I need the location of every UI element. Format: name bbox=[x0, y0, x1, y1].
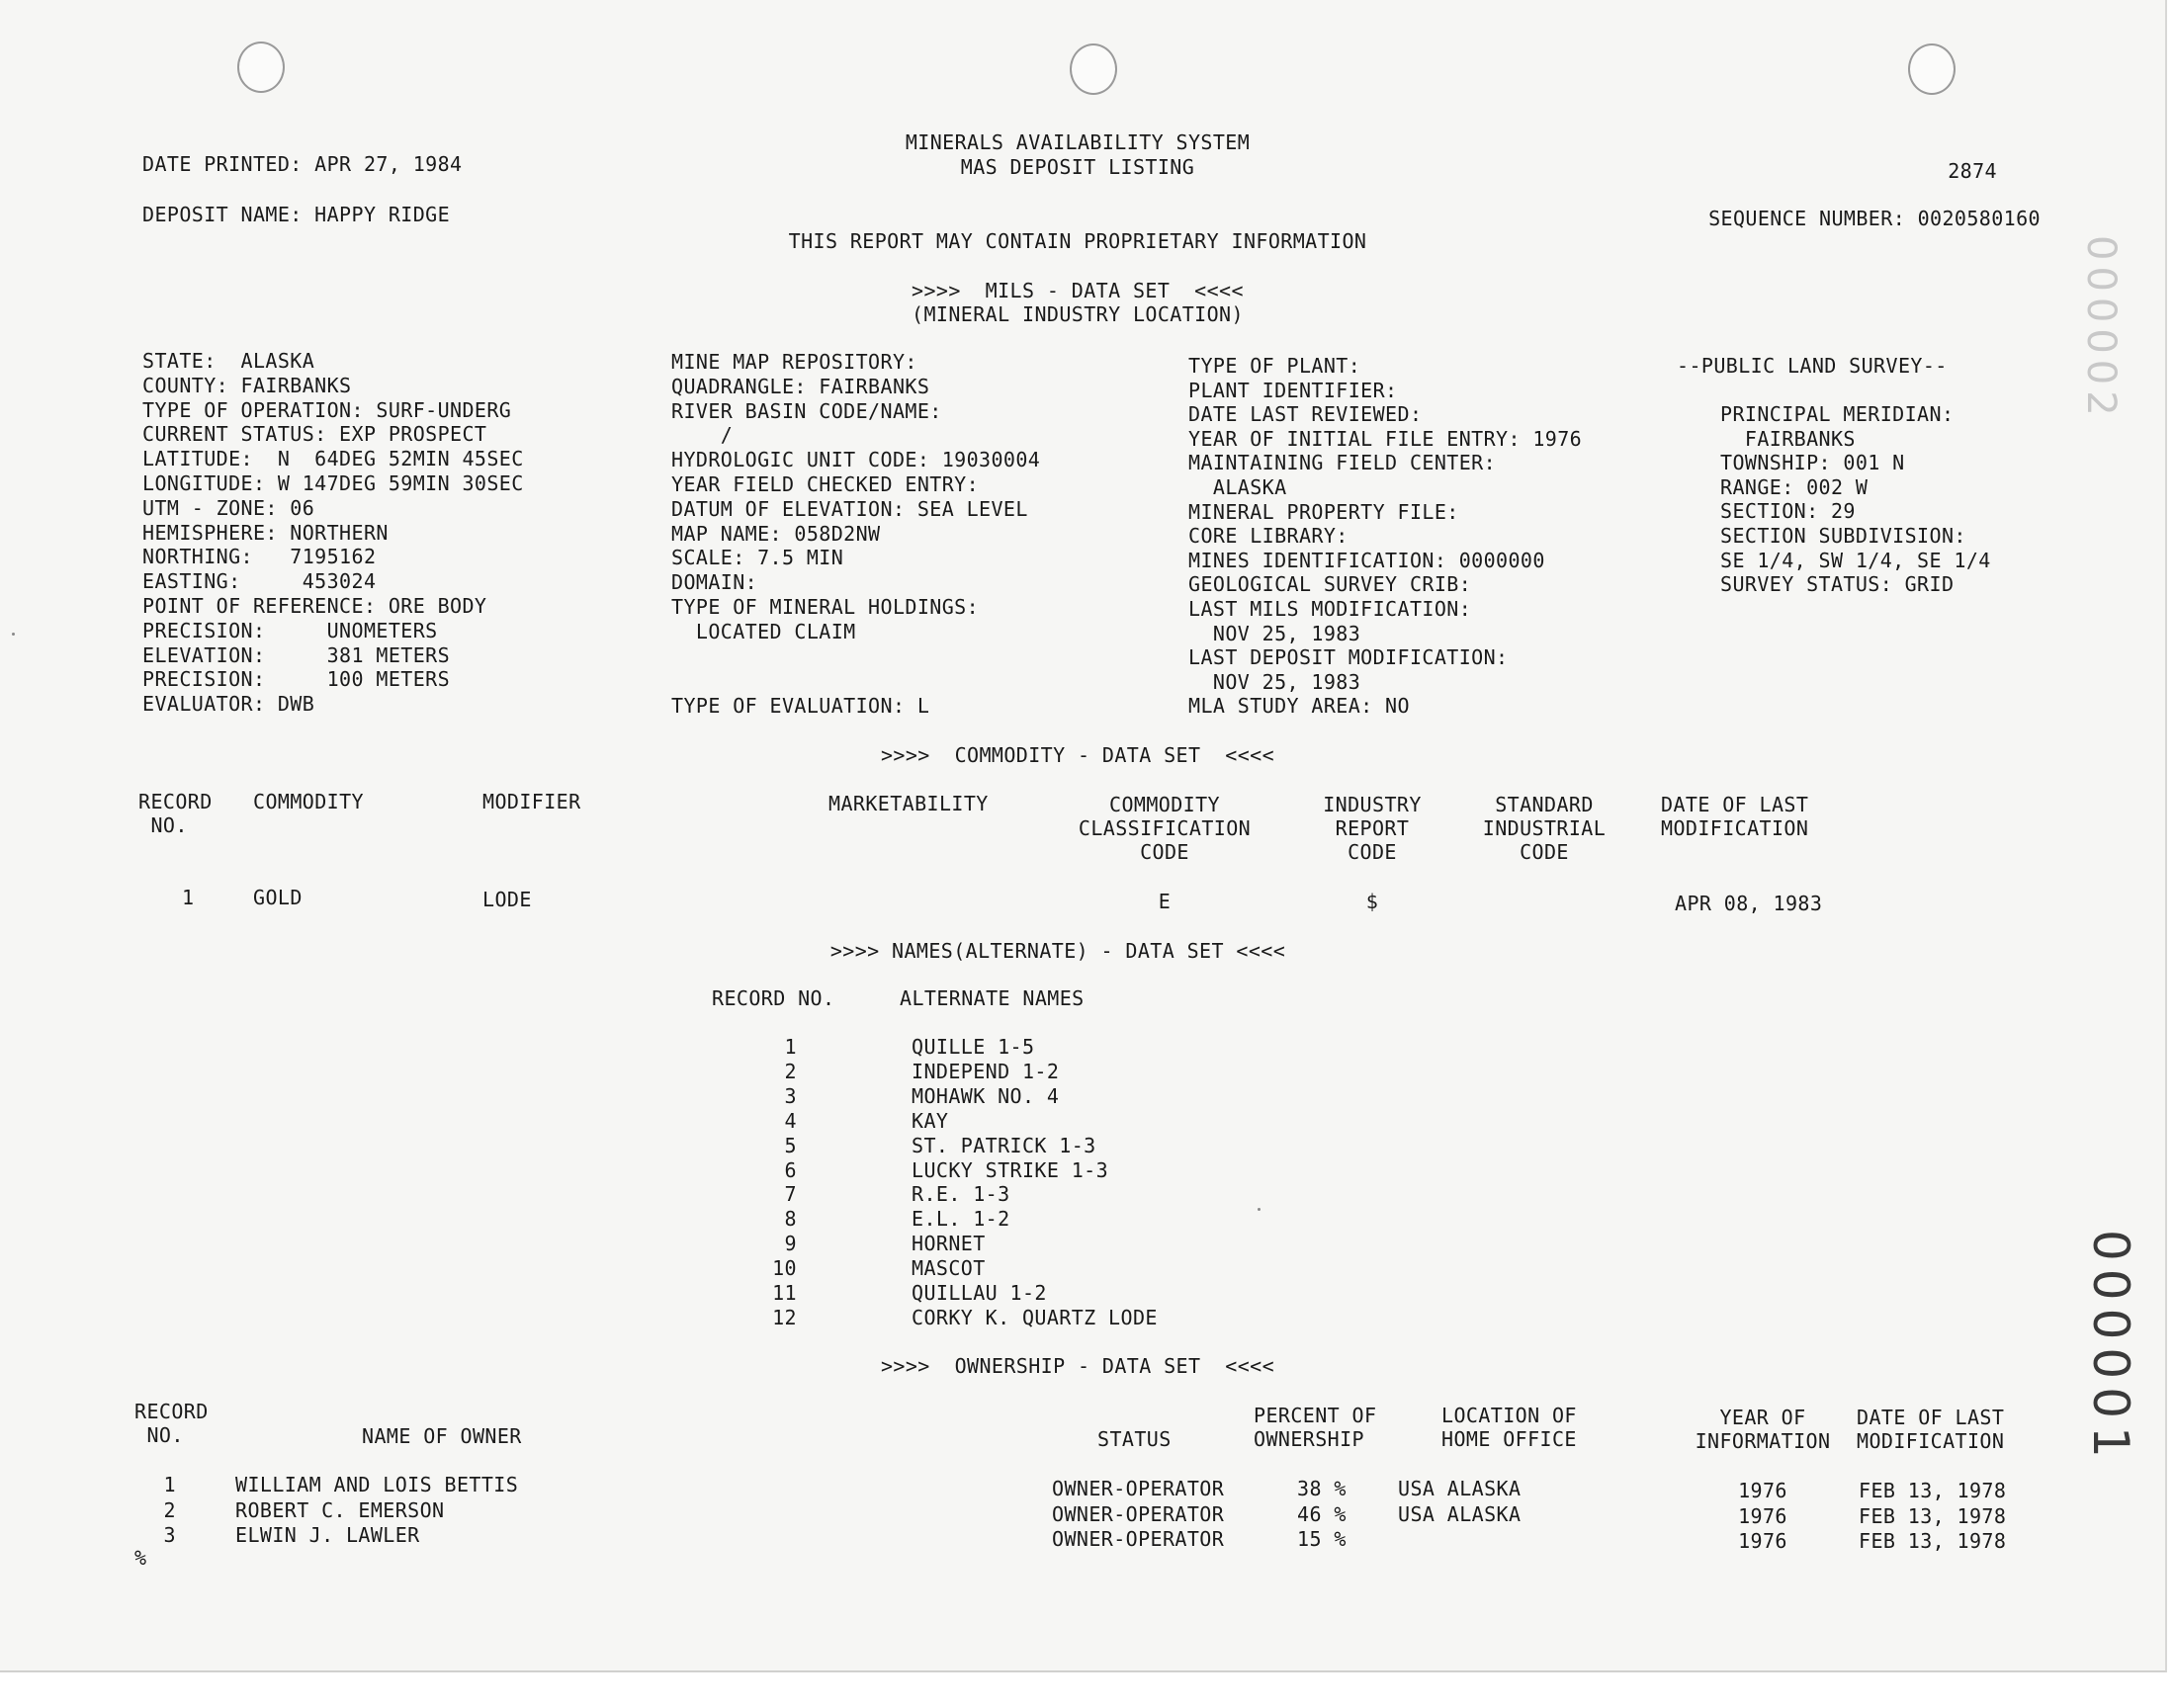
mils-field: NOV 25, 1983 bbox=[1188, 622, 1361, 645]
punch-hole-right bbox=[1908, 43, 1956, 95]
ownership-header-record: RECORD NO. bbox=[134, 1400, 209, 1447]
mils-field: LATITUDE: N 64DEG 52MIN 45SEC bbox=[142, 447, 524, 470]
alternate-name-record-no: 4 bbox=[784, 1109, 797, 1133]
deposit-name: DEPOSIT NAME: HAPPY RIDGE bbox=[142, 203, 451, 226]
alternate-name-record-no: 8 bbox=[784, 1207, 797, 1231]
alternate-name-record-no: 7 bbox=[784, 1182, 797, 1206]
mils-field: MINERAL PROPERTY FILE: bbox=[1188, 500, 1459, 524]
owner-status: OWNER-OPERATOR bbox=[1052, 1527, 1225, 1551]
listing-title: MAS DEPOSIT LISTING bbox=[960, 155, 1195, 179]
mils-field: EASTING: 453024 bbox=[142, 569, 377, 593]
owner-status: OWNER-OPERATOR bbox=[1052, 1502, 1225, 1526]
commodity-header-sic: STANDARD INDUSTRIAL CODE bbox=[1482, 793, 1607, 864]
owner-last-mod: FEB 13, 1978 bbox=[1859, 1479, 2007, 1502]
mils-field: DOMAIN: bbox=[671, 570, 758, 594]
sequence-number: SEQUENCE NUMBER: 0020580160 bbox=[1708, 207, 2041, 230]
alternate-name-record-no: 9 bbox=[784, 1232, 797, 1255]
commodity-header-classification: COMMODITY CLASSIFICATION CODE bbox=[1078, 793, 1252, 864]
mils-field: ALASKA bbox=[1188, 475, 1287, 499]
type-of-evaluation: TYPE OF EVALUATION: L bbox=[671, 694, 930, 718]
alternate-name-record-no: 1 bbox=[784, 1035, 797, 1059]
mils-field: NORTHING: 7195162 bbox=[142, 545, 377, 568]
public-land-survey-title: --PUBLIC LAND SURVEY-- bbox=[1677, 354, 1948, 378]
mils-field: DATUM OF ELEVATION: SEA LEVEL bbox=[671, 497, 1028, 521]
land-survey-field: PRINCIPAL MERIDIAN: bbox=[1720, 402, 1955, 426]
mils-field: MINE MAP REPOSITORY: bbox=[671, 350, 917, 374]
owner-name: WILLIAM AND LOIS BETTIS bbox=[235, 1473, 519, 1496]
alternate-name: KAY bbox=[912, 1109, 949, 1133]
mils-field: COUNTY: FAIRBANKS bbox=[142, 374, 352, 397]
alternate-name: ST. PATRICK 1-3 bbox=[912, 1134, 1096, 1157]
mils-field: TYPE OF PLANT: bbox=[1188, 354, 1361, 378]
owner-percent: 38 % bbox=[1297, 1477, 1347, 1500]
mils-field: SCALE: 7.5 MIN bbox=[671, 546, 844, 569]
date-printed: DATE PRINTED: APR 27, 1984 bbox=[142, 152, 463, 176]
mils-field: / bbox=[671, 423, 734, 447]
owner-name: ELWIN J. LAWLER bbox=[235, 1523, 420, 1547]
mils-field: LONGITUDE: W 147DEG 59MIN 30SEC bbox=[142, 471, 524, 495]
commodity-name: GOLD bbox=[253, 886, 303, 909]
ownership-header-name: NAME OF OWNER bbox=[362, 1424, 522, 1448]
land-survey-field: SE 1/4, SW 1/4, SE 1/4 bbox=[1720, 549, 1991, 572]
ownership-header-percent: PERCENT OF OWNERSHIP bbox=[1254, 1404, 1377, 1451]
mils-field: UTM - ZONE: 06 bbox=[142, 496, 315, 520]
commodity-modifier: LODE bbox=[482, 888, 532, 911]
land-survey-field: SECTION SUBDIVISION: bbox=[1720, 524, 1966, 548]
alternate-name-record-no: 10 bbox=[772, 1256, 797, 1280]
mils-field: DATE LAST REVIEWED: bbox=[1188, 402, 1423, 426]
alternate-name: LUCKY STRIKE 1-3 bbox=[912, 1158, 1109, 1182]
commodity-header-marketability: MARKETABILITY bbox=[828, 792, 989, 815]
ownership-header-year: YEAR OF INFORMATION bbox=[1695, 1406, 1831, 1453]
mils-field: RIVER BASIN CODE/NAME: bbox=[671, 399, 942, 423]
owner-home-office: USA ALASKA bbox=[1398, 1477, 1522, 1500]
mils-field: PRECISION: 100 METERS bbox=[142, 667, 451, 691]
mils-field: CORE LIBRARY: bbox=[1188, 524, 1348, 548]
commodity-header-industry: INDUSTRY REPORT CODE bbox=[1323, 793, 1422, 864]
alternate-name-record-no: 11 bbox=[772, 1281, 797, 1305]
scan-speck bbox=[12, 633, 15, 636]
ownership-title: >>>> OWNERSHIP - DATA SET <<<< bbox=[880, 1354, 1275, 1378]
mils-field: MAINTAINING FIELD CENTER: bbox=[1188, 451, 1497, 474]
owner-name: ROBERT C. EMERSON bbox=[235, 1498, 445, 1522]
mils-field: LAST DEPOSIT MODIFICATION: bbox=[1188, 645, 1509, 669]
stamp-number-dark: 000001 bbox=[2082, 1230, 2139, 1466]
owner-last-mod: FEB 13, 1978 bbox=[1859, 1504, 2007, 1528]
owner-record-no: 1 bbox=[163, 1473, 176, 1496]
owner-info-year: 1976 bbox=[1738, 1529, 1787, 1553]
system-title: MINERALS AVAILABILITY SYSTEM bbox=[905, 130, 1251, 154]
mils-subtitle: (MINERAL INDUSTRY LOCATION) bbox=[912, 302, 1244, 326]
mils-field: POINT OF REFERENCE: ORE BODY bbox=[142, 594, 487, 618]
stamp-number-faint: 000002 bbox=[2078, 235, 2124, 422]
scan-speck bbox=[1258, 1208, 1261, 1211]
alternate-name: MOHAWK NO. 4 bbox=[912, 1084, 1060, 1108]
alternate-name: QUILLE 1-5 bbox=[912, 1035, 1035, 1059]
alternate-name: CORKY K. QUARTZ LODE bbox=[912, 1306, 1158, 1329]
alternate-name: MASCOT bbox=[912, 1256, 986, 1280]
commodity-last-mod: APR 08, 1983 bbox=[1675, 892, 1823, 915]
alternate-name-record-no: 6 bbox=[784, 1158, 797, 1182]
land-survey-field: RANGE: 002 W bbox=[1720, 475, 1869, 499]
punch-hole-left bbox=[237, 42, 285, 93]
ownership-header-status: STATUS bbox=[1097, 1427, 1172, 1451]
mils-field: TYPE OF OPERATION: SURF-UNDERG bbox=[142, 398, 512, 422]
ownership-header-last-mod: DATE OF LAST MODIFICATION bbox=[1857, 1406, 2005, 1453]
mils-field: LAST MILS MODIFICATION: bbox=[1188, 597, 1472, 621]
owner-percent: 46 % bbox=[1297, 1502, 1347, 1526]
land-survey-field: SECTION: 29 bbox=[1720, 499, 1856, 523]
mils-title: >>>> MILS - DATA SET <<<< bbox=[912, 279, 1244, 302]
owner-last-mod: FEB 13, 1978 bbox=[1859, 1529, 2007, 1553]
alternate-name: INDEPEND 1-2 bbox=[912, 1060, 1060, 1083]
alternate-name: R.E. 1-3 bbox=[912, 1182, 1010, 1206]
owner-record-no: 3 bbox=[163, 1523, 176, 1547]
owner-info-year: 1976 bbox=[1738, 1479, 1787, 1502]
mils-field: PRECISION: UNOMETERS bbox=[142, 619, 438, 642]
names-header-alternate: ALTERNATE NAMES bbox=[900, 986, 1085, 1010]
mils-field: CURRENT STATUS: EXP PROSPECT bbox=[142, 422, 487, 446]
mils-field: TYPE OF MINERAL HOLDINGS: bbox=[671, 595, 980, 619]
mils-field: MAP NAME: 058D2NW bbox=[671, 522, 881, 546]
alternate-name-record-no: 3 bbox=[784, 1084, 797, 1108]
alternate-name: QUILLAU 1-2 bbox=[912, 1281, 1047, 1305]
mils-field: LOCATED CLAIM bbox=[671, 620, 856, 643]
commodity-header-record: RECORD NO. bbox=[138, 790, 213, 837]
mils-field: MINES IDENTIFICATION: 0000000 bbox=[1188, 549, 1545, 572]
owner-record-no: 2 bbox=[163, 1498, 176, 1522]
owner-status: OWNER-OPERATOR bbox=[1052, 1477, 1225, 1500]
mils-field: ELEVATION: 381 METERS bbox=[142, 643, 451, 667]
commodity-header-last-mod: DATE OF LAST MODIFICATION bbox=[1661, 793, 1809, 840]
mils-field: PLANT IDENTIFIER: bbox=[1188, 379, 1398, 402]
names-header-record: RECORD NO. bbox=[712, 986, 835, 1010]
land-survey-field: FAIRBANKS bbox=[1720, 427, 1856, 451]
mils-field: NOV 25, 1983 bbox=[1188, 670, 1361, 694]
mils-field: HEMISPHERE: NORTHERN bbox=[142, 521, 389, 545]
owner-home-office: USA ALASKA bbox=[1398, 1502, 1522, 1526]
mils-field: QUADRANGLE: FAIRBANKS bbox=[671, 375, 930, 398]
commodity-header-modifier: MODIFIER bbox=[482, 790, 581, 813]
owner-info-year: 1976 bbox=[1738, 1504, 1787, 1528]
proprietary-notice: THIS REPORT MAY CONTAIN PROPRIETARY INFORMATION bbox=[788, 229, 1367, 253]
commodity-classification-code: E bbox=[1158, 890, 1172, 913]
alternate-name-record-no: 5 bbox=[784, 1134, 797, 1157]
alternate-name: HORNET bbox=[912, 1232, 986, 1255]
alternate-name-record-no: 2 bbox=[784, 1060, 797, 1083]
land-survey-field: TOWNSHIP: 001 N bbox=[1720, 451, 1905, 474]
punch-hole-center bbox=[1070, 43, 1117, 95]
commodity-title: >>>> COMMODITY - DATA SET <<<< bbox=[880, 743, 1275, 767]
commodity-record-no: 1 bbox=[182, 886, 195, 909]
mils-field: YEAR FIELD CHECKED ENTRY: bbox=[671, 472, 980, 496]
commodity-industry-code: $ bbox=[1365, 890, 1379, 913]
mils-field: STATE: ALASKA bbox=[142, 349, 315, 373]
alternate-name: E.L. 1-2 bbox=[912, 1207, 1010, 1231]
footer-mark: % bbox=[134, 1546, 147, 1570]
mils-field: GEOLOGICAL SURVEY CRIB: bbox=[1188, 572, 1472, 596]
names-title: >>>> NAMES(ALTERNATE) - DATA SET <<<< bbox=[829, 939, 1286, 963]
owner-percent: 15 % bbox=[1297, 1527, 1347, 1551]
mils-field: HYDROLOGIC UNIT CODE: 19030004 bbox=[671, 448, 1041, 471]
commodity-header-commodity: COMMODITY bbox=[253, 790, 364, 813]
mils-field: YEAR OF INITIAL FILE ENTRY: 1976 bbox=[1188, 427, 1583, 451]
mils-field: EVALUATOR: DWB bbox=[142, 692, 315, 716]
alternate-name-record-no: 12 bbox=[772, 1306, 797, 1329]
land-survey-field: SURVEY STATUS: GRID bbox=[1720, 572, 1955, 596]
mils-field: MLA STUDY AREA: NO bbox=[1188, 694, 1410, 718]
page-number: 2874 bbox=[1948, 159, 1997, 183]
ownership-header-location: LOCATION OF HOME OFFICE bbox=[1441, 1404, 1577, 1451]
